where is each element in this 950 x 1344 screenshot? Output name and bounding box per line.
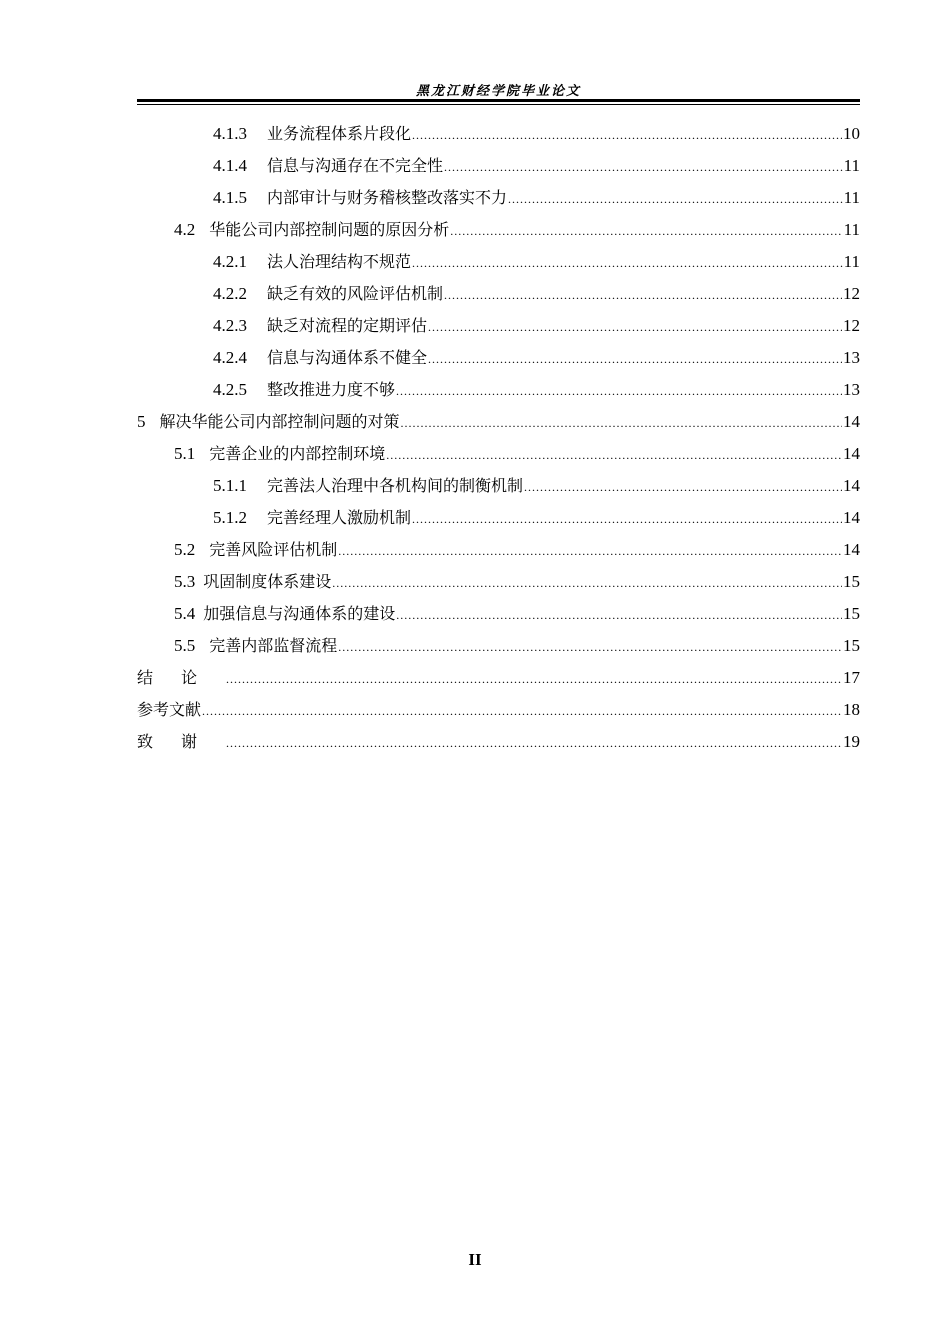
toc-entry-page: 13 (843, 380, 860, 399)
toc-entry-title: 整改推进力度不够 (267, 380, 396, 399)
toc-entry-4-2-4[interactable] (137, 342, 860, 374)
toc-entry-number: 4.2.5 (213, 380, 247, 399)
toc-entry-5-5[interactable] (137, 630, 860, 662)
toc-entry-4-2-1[interactable] (137, 246, 860, 278)
toc-dot-leader (226, 663, 842, 695)
toc-entry-acknowledgements[interactable] (137, 726, 860, 758)
toc-entry-title: 完善风险评估机制 (209, 540, 338, 559)
header-rule-thin (137, 104, 860, 105)
toc-entry-5[interactable] (137, 406, 860, 438)
toc-entry-title: 完善企业的内部控制环境 (209, 444, 386, 463)
toc-entry-number: 4.1.3 (213, 124, 247, 143)
toc-entry-number: 4.2.3 (213, 316, 247, 335)
toc-dot-leader (412, 119, 842, 151)
toc-entry-number: 4.2 (174, 220, 196, 239)
toc-entry-title: 缺乏有效的风险评估机制 (267, 284, 444, 303)
toc-dot-leader (524, 471, 842, 503)
toc-entry-4-2[interactable] (137, 214, 860, 246)
toc-entry-number: 5.1.1 (213, 476, 247, 495)
toc-entry-title: 业务流程体系片段化 (267, 124, 412, 143)
toc-dot-leader (428, 343, 842, 375)
toc-entry-title: 内部审计与财务稽核整改落实不力 (267, 188, 508, 207)
toc-entry-page: 14 (843, 444, 860, 463)
toc-entry-conclusion[interactable] (137, 662, 860, 694)
toc-entry-number: 4.2.1 (213, 252, 247, 271)
toc-dot-leader (338, 535, 842, 567)
toc-entry-page: 11 (843, 252, 860, 271)
toc-entry-page: 18 (843, 700, 860, 719)
toc-entry-title: 加强信息与沟通体系的建设 (203, 604, 396, 623)
toc-entry-title: 巩固制度体系建设 (203, 572, 332, 591)
toc-dot-leader (450, 215, 842, 247)
toc-entry-5-4[interactable] (137, 598, 860, 630)
toc-entry-page: 14 (843, 476, 860, 495)
toc-entry-4-1-5[interactable] (137, 182, 860, 214)
toc-entry-page: 14 (843, 412, 860, 431)
toc-entry-title: 法人治理结构不规范 (267, 252, 412, 271)
toc-entry-page: 14 (843, 508, 860, 527)
toc-entry-number: 4.2.4 (213, 348, 247, 367)
toc-entry-title: 信息与沟通存在不完全性 (267, 156, 444, 175)
toc-dot-leader (202, 695, 842, 727)
page-header-title: 黑龙江财经学院毕业论文 (415, 84, 581, 99)
toc-dot-leader (396, 599, 842, 631)
toc-entry-page: 12 (843, 316, 860, 335)
toc-entry-title: 华能公司内部控制问题的原因分析 (209, 220, 450, 239)
toc-entry-page: 15 (843, 636, 860, 655)
toc-dot-leader (386, 439, 842, 471)
toc-entry-references[interactable] (137, 694, 860, 726)
toc-entry-5-3[interactable] (137, 566, 860, 598)
toc-entry-number: 5.1.2 (213, 508, 247, 527)
toc-entry-page: 17 (843, 668, 860, 687)
toc-dot-leader (508, 183, 843, 215)
toc-entry-page: 10 (843, 124, 860, 143)
toc-entry-number: 4.2.2 (213, 284, 247, 303)
toc-entry-title: 完善法人治理中各机构间的制衡机制 (267, 476, 524, 495)
toc-entry-4-2-3[interactable] (137, 310, 860, 342)
toc-entry-page: 12 (843, 284, 860, 303)
page-number: II (468, 1250, 482, 1269)
toc-dot-leader (444, 151, 843, 183)
toc-entry-title: 信息与沟通体系不健全 (267, 348, 428, 367)
toc-entry-5-1[interactable] (137, 438, 860, 470)
toc-entry-number: 5.3 (174, 572, 196, 591)
toc-entry-title: 完善经理人激励机制 (267, 508, 412, 527)
toc-entry-page: 11 (843, 188, 860, 207)
toc-dot-leader (444, 279, 842, 311)
toc-dot-leader (412, 247, 843, 279)
toc-entry-title: 缺乏对流程的定期评估 (267, 316, 428, 335)
toc-dot-leader (226, 727, 842, 759)
toc-entry-5-2[interactable] (137, 534, 860, 566)
toc-entry-number: 4.1.4 (213, 156, 247, 175)
table-of-contents (137, 118, 860, 758)
toc-dot-leader (396, 375, 842, 407)
toc-entry-title: 完善内部监督流程 (209, 636, 338, 655)
toc-entry-title: 结论 (137, 668, 226, 687)
toc-entry-4-2-5[interactable] (137, 374, 860, 406)
toc-entry-title: 参考文献 (137, 700, 202, 719)
toc-entry-title: 解决华能公司内部控制问题的对策 (159, 412, 400, 431)
toc-entry-page: 19 (843, 732, 860, 751)
toc-dot-leader (338, 631, 842, 663)
toc-entry-5-1-2[interactable] (137, 502, 860, 534)
toc-entry-page: 11 (843, 220, 860, 239)
toc-entry-page: 11 (843, 156, 860, 175)
toc-entry-4-2-2[interactable] (137, 278, 860, 310)
toc-entry-4-1-3[interactable] (137, 118, 860, 150)
toc-entry-number: 4.1.5 (213, 188, 247, 207)
toc-dot-leader (332, 567, 842, 599)
toc-entry-number: 5.2 (174, 540, 196, 559)
toc-dot-leader (412, 503, 842, 535)
toc-entry-page: 15 (843, 604, 860, 623)
toc-entry-5-1-1[interactable] (137, 470, 860, 502)
toc-entry-number: 5.5 (174, 636, 196, 655)
toc-dot-leader (428, 311, 842, 343)
toc-entry-page: 13 (843, 348, 860, 367)
toc-entry-4-1-4[interactable] (137, 150, 860, 182)
toc-entry-number: 5 (137, 412, 146, 431)
toc-entry-number: 5.1 (174, 444, 196, 463)
header-rule-thick (137, 99, 860, 102)
toc-entry-page: 14 (843, 540, 860, 559)
toc-entry-page: 15 (843, 572, 860, 591)
toc-entry-number: 5.4 (174, 604, 196, 623)
toc-entry-title: 致谢 (137, 732, 226, 751)
toc-dot-leader (401, 407, 842, 439)
